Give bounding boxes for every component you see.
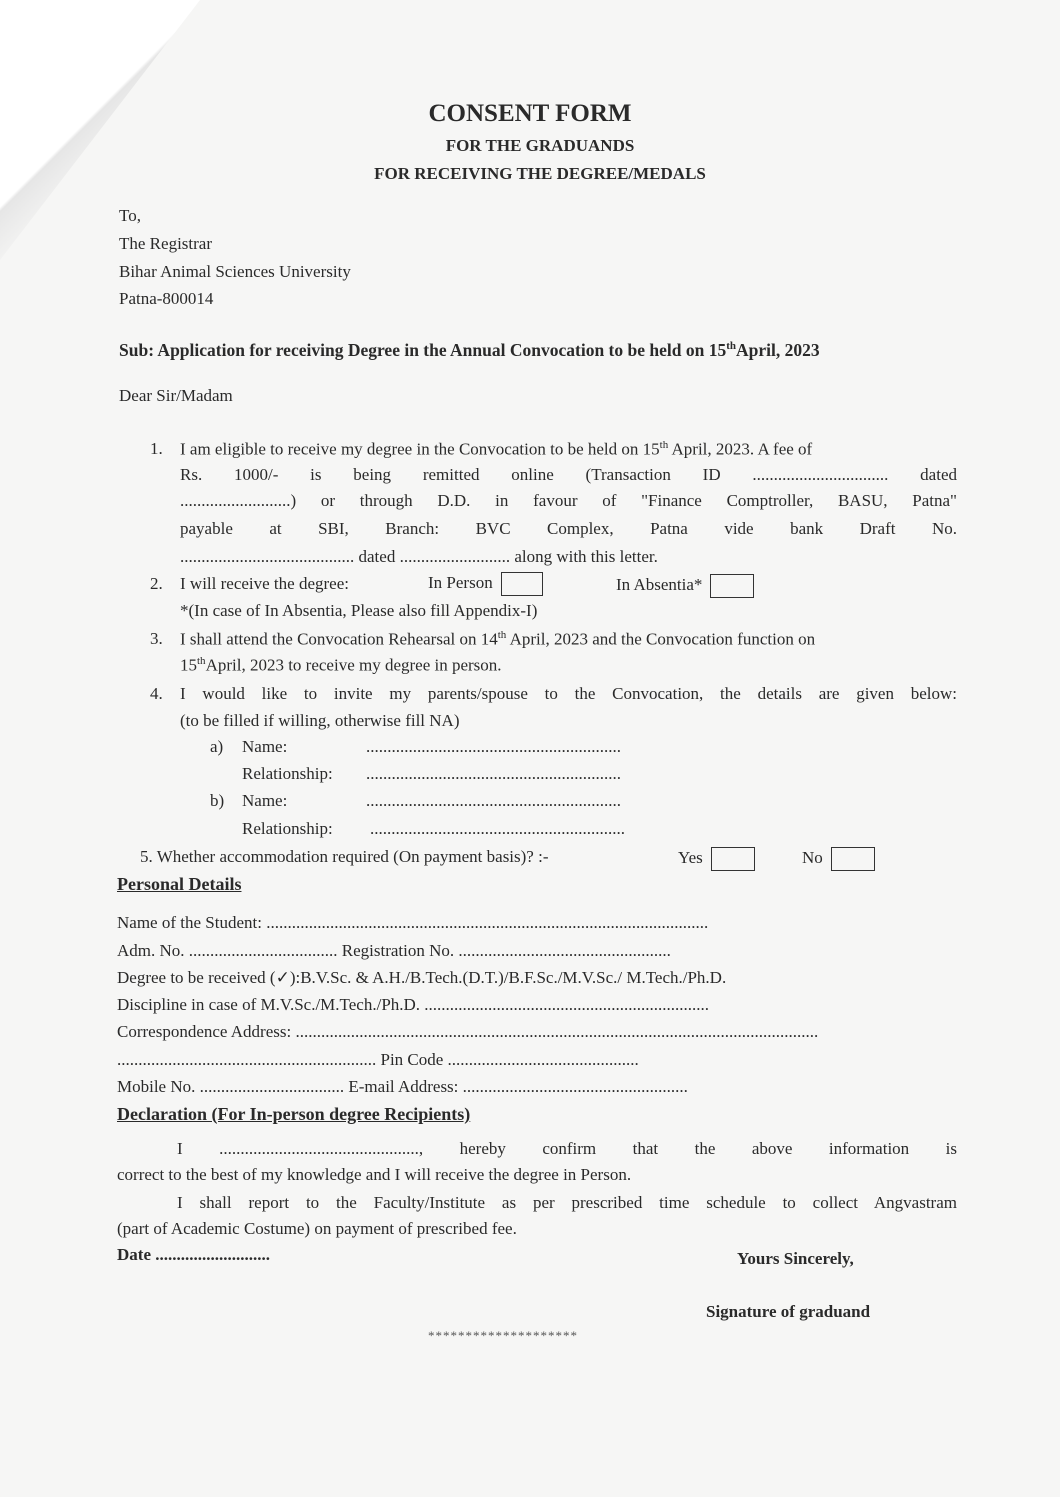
- guest-a-marker: a): [210, 737, 224, 756]
- item-4-number: 4.: [150, 684, 163, 703]
- item-1-sup: th: [659, 439, 669, 451]
- signature-label: Signature of graduand: [706, 1302, 871, 1321]
- item-3-text-b: April, 2023 and the Convocation function on: [506, 629, 816, 649]
- item-3-line-2: [180, 655, 502, 676]
- adm-registration-field[interactable]: Adm. No. ................................... Registration No. ..................................................: [117, 941, 671, 960]
- in-person-checkbox[interactable]: [501, 572, 543, 596]
- guest-a-relationship-label: Relationship:: [242, 764, 333, 783]
- folded-corner: [0, 0, 200, 260]
- accommodation-yes-label: Yes: [678, 847, 703, 867]
- in-person-option: [428, 572, 543, 596]
- in-person-label: In Person: [428, 572, 493, 592]
- declaration-line-2: correct to the best of my knowledge and I will receive the degree in Person.: [117, 1165, 632, 1184]
- item-4-line-1: I would like to invite my parents/spouse to the Convocation, the details are given below:: [180, 684, 957, 703]
- item-3-line-1: [180, 629, 815, 650]
- declaration-line-1: I ..............................................., hereby confirm that the above information is: [177, 1139, 957, 1158]
- item-3-text-a: I shall attend the Convocation Rehearsal on 14: [180, 629, 498, 649]
- guest-a-name-label: Name:: [242, 737, 288, 756]
- in-absentia-label: In Absentia*: [616, 574, 703, 594]
- item-2-note: *(In case of In Absentia, Please also fill Appendix-I): [180, 601, 538, 620]
- item-5-text: 5. Whether accommodation required (On payment basis)? :-: [140, 847, 549, 866]
- declaration-heading: Declaration (For In-person degree Recipients): [117, 1104, 471, 1124]
- item-1-line-1: [180, 439, 812, 460]
- accommodation-no-label: No: [802, 847, 823, 867]
- subject-line: [119, 340, 820, 361]
- declaration-line-4: (part of Academic Costume) on payment of prescribed fee.: [117, 1219, 517, 1238]
- personal-details-heading: Personal Details: [117, 874, 242, 894]
- form-title: CONSENT FORM: [428, 100, 632, 127]
- item-1-number: 1.: [150, 439, 163, 458]
- subject-sup: th: [726, 340, 736, 353]
- accommodation-yes-option: [678, 847, 755, 871]
- guest-b-name-label: Name:: [242, 791, 288, 810]
- item-1-text-b: April, 2023. A fee of: [668, 439, 813, 459]
- address-recipient: The Registrar: [119, 234, 212, 253]
- closing-text: Yours Sincerely,: [737, 1249, 854, 1268]
- item-1-line-5: ......................................... dated .......................... along with this letter.: [180, 547, 658, 566]
- student-name-field[interactable]: Name of the Student: ........................................................................................................: [117, 913, 709, 932]
- item-2-text: I will receive the degree:: [180, 574, 349, 593]
- end-stars: ********************: [428, 1328, 578, 1343]
- accommodation-no-checkbox[interactable]: [831, 847, 875, 871]
- in-absentia-checkbox[interactable]: [710, 574, 754, 598]
- accommodation-yes-checkbox[interactable]: [711, 847, 755, 871]
- item-3-sup-2: th: [197, 655, 206, 667]
- subject-date: April, 2023: [735, 340, 820, 360]
- mobile-email-field[interactable]: Mobile No. .................................. E-mail Address: .....................................................: [117, 1077, 688, 1096]
- item-1-line-2: Rs. 1000/- is being remitted online (Transaction ID ................................ dated: [180, 465, 957, 484]
- subject-text: Sub: Application for receiving Degree in the Annual Convocation to be held on 15: [119, 340, 727, 360]
- item-4-line-2: (to be filled if willing, otherwise fill NA): [180, 711, 460, 730]
- guest-a-name-field[interactable]: ............................................................: [366, 737, 621, 756]
- form-subtitle-1: FOR THE GRADUANDS: [445, 136, 635, 155]
- address-city: Patna-800014: [119, 289, 214, 308]
- item-2-number: 2.: [150, 574, 163, 593]
- form-subtitle-2: FOR RECEIVING THE DEGREE/MEDALS: [374, 164, 706, 183]
- pin-code-field[interactable]: ............................................................. Pin Code .............................................: [117, 1050, 639, 1069]
- discipline-field[interactable]: Discipline in case of M.V.Sc./M.Tech./Ph.D. ...................................................................: [117, 995, 710, 1014]
- item-3-number: 3.: [150, 629, 163, 648]
- item-1-line-4: payable at SBI, Branch: BVC Complex, Patna vide bank Draft No.: [180, 519, 957, 538]
- declaration-line-3: I shall report to the Faculty/Institute as per prescribed time schedule to collect Angvastram: [177, 1193, 957, 1212]
- guest-b-relationship-field[interactable]: ............................................................: [370, 819, 625, 838]
- salutation: Dear Sir/Madam: [119, 386, 233, 405]
- guest-a-relationship-field[interactable]: ............................................................: [366, 764, 621, 783]
- address-university: Bihar Animal Sciences University: [119, 262, 351, 281]
- guest-b-name-field[interactable]: ............................................................: [366, 791, 621, 810]
- guest-b-relationship-label: Relationship:: [242, 819, 333, 838]
- correspondence-address-field[interactable]: Correspondence Address: ...........................................................................................................................: [117, 1022, 819, 1041]
- address-to: To,: [119, 206, 141, 225]
- item-3-day: 15: [180, 655, 197, 675]
- item-3-text-c: April, 2023 to receive my degree in person.: [205, 655, 502, 675]
- date-field[interactable]: Date ...........................: [117, 1245, 270, 1264]
- in-absentia-option: [616, 574, 754, 598]
- guest-b-marker: b): [210, 791, 225, 810]
- item-3-sup: th: [497, 629, 507, 641]
- accommodation-no-option: [802, 847, 875, 871]
- item-1-text-a: I am eligible to receive my degree in the Convocation to be held on 15: [180, 439, 660, 459]
- degree-field[interactable]: Degree to be received (✓):B.V.Sc. & A.H./B.Tech.(D.T.)/B.F.Sc./M.V.Sc./ M.Tech./Ph.D.: [117, 968, 727, 987]
- item-1-line-3: ..........................) or through D.D. in favour of "Finance Comptroller, BASU, Patna": [180, 491, 957, 510]
